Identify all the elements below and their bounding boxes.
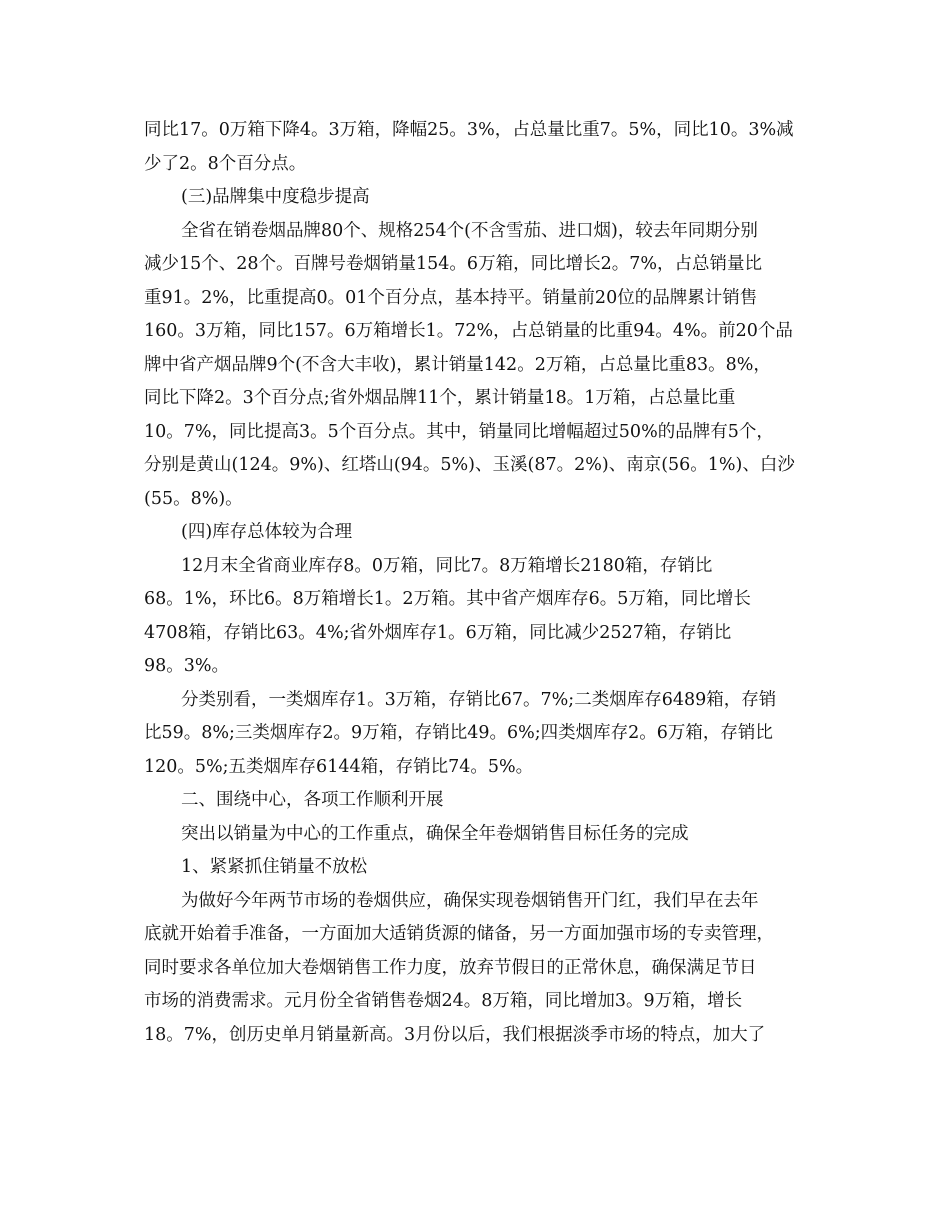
text-line: 120。5%;五类烟库存6144箱，存销比74。5%。: [144, 756, 534, 777]
text-line: 二、围绕中心，各项工作顺利开展: [181, 790, 444, 810]
text-line: 市场的消费需求。元月份全省销售卷烟24。8万箱，同比增加3。9万箱，增长: [144, 991, 743, 1011]
text-line: 1、紧紧抓住销量不放松: [181, 857, 368, 877]
text-line: (55。8%)。: [144, 488, 243, 509]
text-line: 12月末全省商业库存8。0万箱，同比7。8万箱增长2180箱，存销比: [181, 555, 713, 576]
text-line: 底就开始着手准备，一方面加大适销货源的储备，另一方面加强市场的专卖管理，: [144, 924, 774, 944]
text-line: 少了2。8个百分点。: [144, 153, 307, 174]
text-line: 68。1%，环比6。8万箱增长1。2万箱。其中省产烟库存6。5万箱，同比增长: [144, 589, 751, 609]
text-line: (三)品牌集中度稳步提高: [181, 187, 370, 207]
text-line: 98。3%。: [144, 656, 230, 676]
text-line: 分类别看，一类烟库存1。3万箱，存销比67。7%;二类烟库存6489箱，存销: [181, 689, 777, 710]
text-line: (四)库存总体较为合理: [181, 522, 353, 542]
text-line: 18。7%，创历史单月销量新高。3月份以后，我们根据淡季市场的特点，加大了: [144, 1024, 766, 1045]
text-line: 减少15个、28个。百牌号卷烟销量154。6万箱，同比增长2。7%，占总销量比: [144, 254, 762, 274]
text-line: 同时要求各单位加大卷烟销售工作力度，放弃节假日的正常休息，确保满足节日: [144, 957, 757, 978]
text-line: 160。3万箱，同比157。6万箱增长1。72%，占总销量的比重94。4%。前20个品: [144, 321, 793, 341]
text-line: 突出以销量为中心的工作重点，确保全年卷烟销售目标任务的完成: [181, 823, 689, 844]
text-line: 比59。8%;三类烟库存2。9万箱，存销比49。6%;四类烟库存2。6万箱，存销比: [144, 723, 773, 743]
text-line: 分别是黄山(124。9%)、红塔山(94。5%)、玉溪(87。2%)、南京(56。1%)、白沙: [144, 455, 795, 475]
text-line: 10。7%，同比提高3。5个百分点。其中，销量同比增幅超过50%的品牌有5个，: [144, 421, 774, 442]
text-line: 为做好今年两节市场的卷烟供应，确保实现卷烟销售开门红，我们早在去年: [181, 890, 759, 911]
text-line: 同比下降2。3个百分点;省外烟品牌11个，累计销量18。1万箱，占总量比重: [144, 388, 736, 408]
document-body: [144, 114, 812, 1052]
text-line: 重91。2%，比重提高0。01个百分点，基本持平。销量前20位的品牌累计销售: [144, 287, 758, 308]
text-line: 4708箱，存销比63。4%;省外烟库存1。6万箱，同比减少2527箱，存销比: [144, 622, 732, 643]
text-line: 牌中省产烟品牌9个(不含大丰收)，累计销量142。2万箱，占总量比重83。8%，: [144, 354, 771, 375]
text-line: 同比17。0万箱下降4。3万箱，降幅25。3%，占总量比重7。5%，同比10。3%减: [144, 120, 794, 140]
text-line: 全省在销卷烟品牌80个、规格254个(不含雪茄、进口烟)，较去年同期分别: [181, 220, 758, 241]
